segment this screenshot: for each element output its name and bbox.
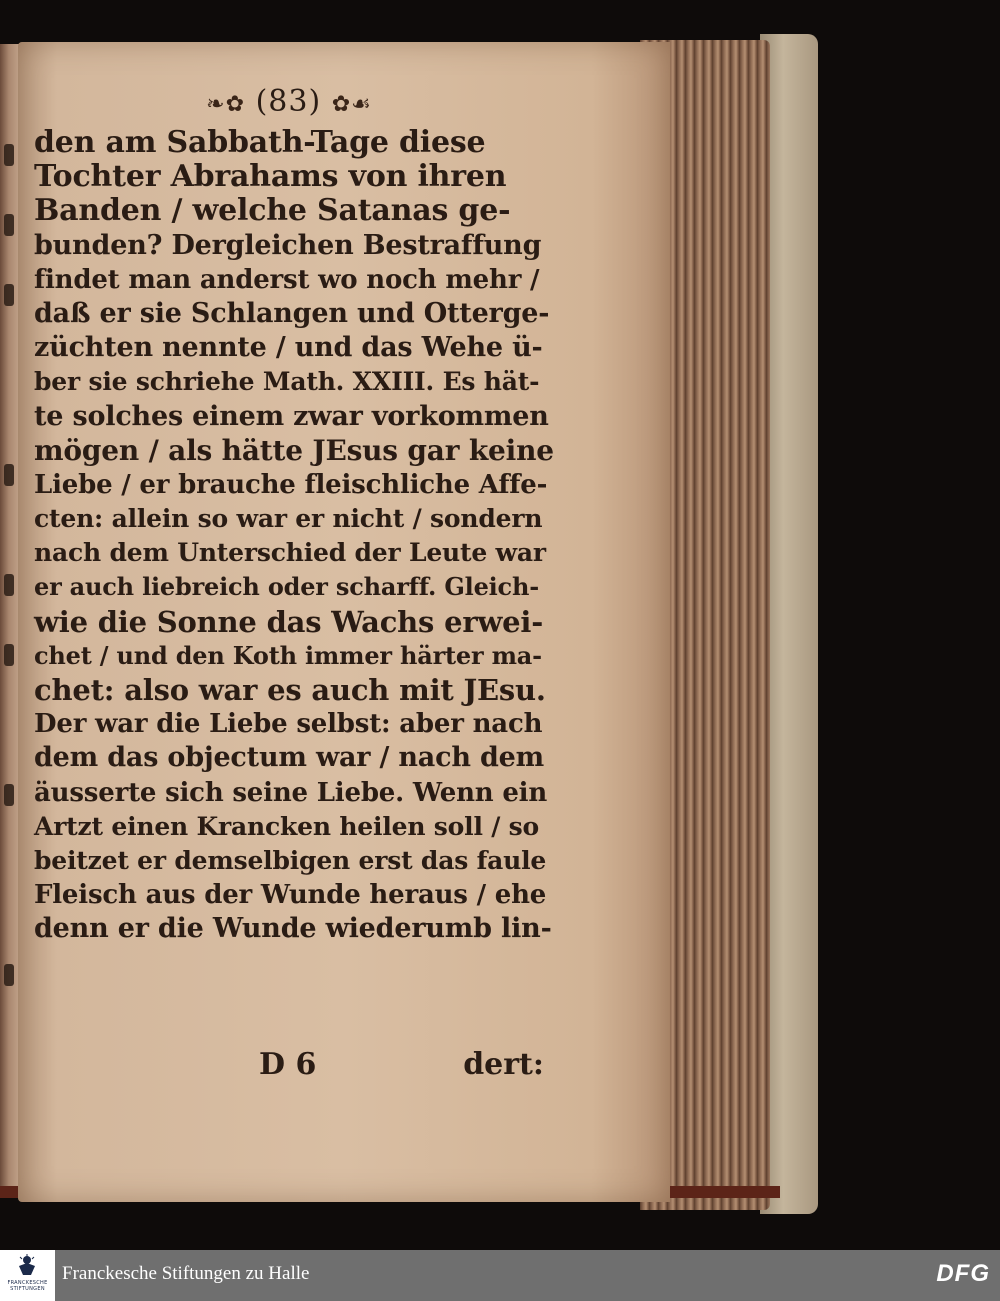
text-line: chet / und den Koth immer härter ma- (34, 640, 542, 670)
text-line: beitzet er demselbigen erst das faule (34, 845, 547, 875)
text-line: wie die Sonne das Wachs erwei- (34, 604, 544, 639)
signature-mark: D 6 (259, 1047, 317, 1082)
text-line: findet man anderst wo noch mehr / (34, 264, 540, 295)
text-lines (34, 125, 554, 947)
text-line: Fleisch aus der Wunde heraus / ehe (34, 880, 547, 911)
text-line: züchten nennte / und das Wehe ü- (34, 332, 543, 364)
sun-eagle-icon (17, 1254, 37, 1276)
institution-name: Franckesche Stiftungen zu Halle (62, 1263, 310, 1284)
text-line: chet: also war es auch mit JEsu. (34, 673, 546, 707)
ornament-right-icon: ✿☙ (331, 92, 372, 117)
text-line: Der war die Liebe selbst: aber nach (34, 709, 543, 740)
ornament-left-icon: ❧✿ (206, 92, 246, 117)
text-line: bunden? Dergleichen Bestraffung (34, 229, 542, 261)
logo-text: FRANCKESCHE STIFTUNGEN (7, 1280, 48, 1292)
dfg-logo: DFG (936, 1260, 990, 1287)
text-line: Artzt einen Krancken heilen soll / so (34, 811, 540, 841)
text-line: er auch liebreich oder scharff. Gleich- (34, 572, 539, 602)
text-line: äusserte sich seine Liebe. Wenn ein (34, 777, 548, 808)
text-line: den am Sabbath-Tage diese (34, 125, 486, 160)
page-text (34, 82, 554, 947)
text-line: nach dem Unterschied der Leute war (34, 538, 546, 568)
page-number: (83) (255, 84, 322, 119)
text-line: Banden / welche Satanas ge- (34, 193, 511, 229)
institution-logo (0, 1250, 55, 1301)
page-header (34, 82, 544, 126)
text-line: ber sie schriehe Math. XXIII. Es hät- (34, 367, 540, 397)
text-line: Liebe / er brauche fleischliche Affe- (34, 469, 548, 500)
text-line: dem das objectum war / nach dem (34, 742, 544, 774)
text-line: cten: allein so war er nicht / sondern (34, 504, 543, 534)
text-line: Tochter Abrahams von ihren (34, 159, 507, 195)
catchword: dert: (463, 1047, 544, 1082)
text-line: daß er sie Schlangen und Otterge- (34, 297, 550, 329)
text-line: mögen / als hätte JEsus gar keine (34, 433, 554, 467)
footer-bar (0, 1250, 1000, 1301)
text-line: te solches einem zwar vorkommen (34, 400, 549, 432)
text-line: denn er die Wunde wiederumb lin- (34, 913, 552, 945)
